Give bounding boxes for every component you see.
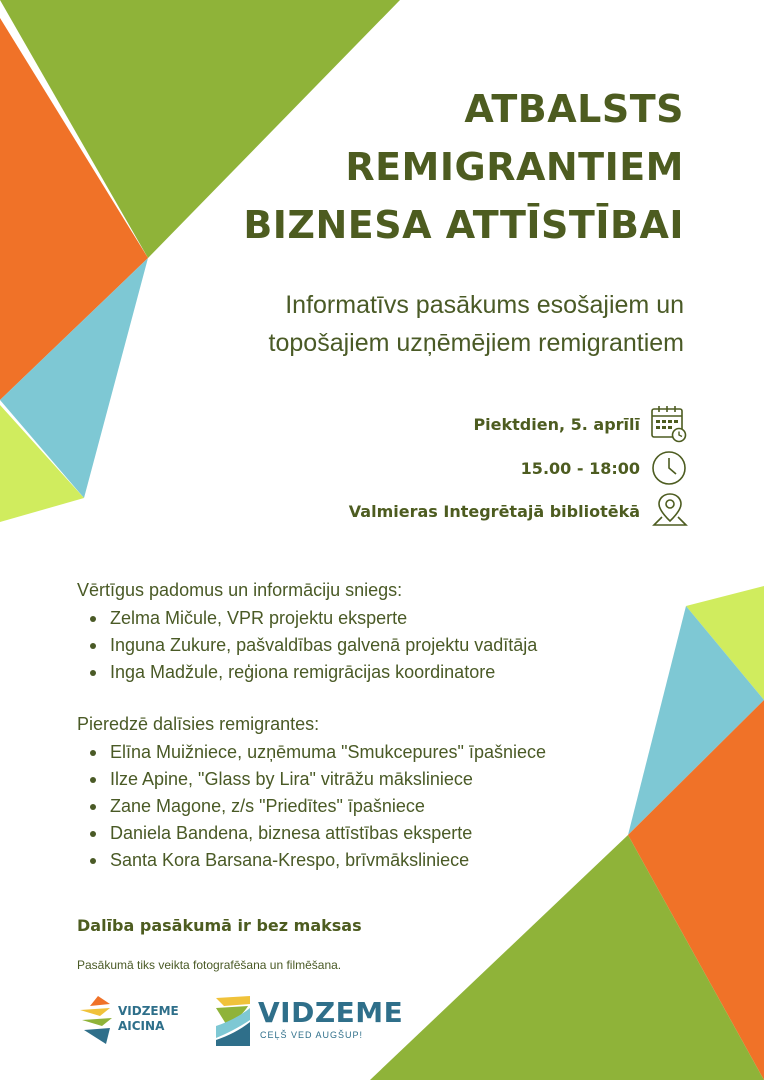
list-item: Zane Magone, z/s "Priedītes" īpašniece (90, 793, 546, 820)
vidzeme-brand-logo-icon (212, 994, 254, 1048)
list-item: Zelma Mičule, VPR projektu eksperte (90, 605, 537, 632)
vidzeme-brand-tagline: CEĻŠ VED AUGŠUP! (260, 1030, 364, 1040)
title-line: REMIGRANTIEM (345, 145, 684, 189)
event-location: Valmieras Integrētajā bibliotēkā (348, 502, 640, 521)
logo-text-line: VIDZEME (118, 1004, 179, 1018)
free-participation-note: Dalība pasākumā ir bez maksas (77, 916, 362, 935)
speakers-list (90, 739, 546, 874)
logo-text-line: AICINA (118, 1019, 165, 1033)
vidzeme-aicina-logo-text (118, 1004, 179, 1034)
event-title (243, 80, 684, 254)
subtitle-line: Informatīvs pasākums esošajiem un (285, 291, 684, 319)
photo-note: Pasākumā tiks veikta fotografēšana un filmēšana. (77, 958, 342, 972)
list-item: Santa Kora Barsana-Krespo, brīvmāksliniece (90, 847, 546, 874)
list-item: Inguna Zukure, pašvaldības galvenā projektu vadītāja (90, 632, 537, 659)
calendar-icon (650, 404, 688, 444)
title-line: BIZNESA ATTĪSTĪBAI (243, 203, 684, 247)
speakers-heading: Pieredzē dalīsies remigrantes: (77, 714, 320, 734)
title-line: ATBALSTS (464, 87, 684, 131)
advisors-heading: Vērtīgus padomus un informāciju sniegs: (77, 580, 403, 600)
clock-icon (650, 449, 688, 487)
advisors-list (90, 605, 537, 686)
subtitle-line: topošajiem uzņēmējiem remigrantiem (268, 329, 684, 357)
list-item: Daniela Bandena, biznesa attīstības eksperte (90, 820, 546, 847)
list-item: Inga Madžule, reģiona remigrācijas koordinatore (90, 659, 537, 686)
list-item: Elīna Muižniece, uzņēmuma "Smukcepures" īpašniece (90, 739, 546, 766)
vidzeme-aicina-logo-icon (76, 994, 116, 1046)
event-date: Piektdien, 5. aprīlī (473, 415, 640, 434)
location-pin-icon (650, 490, 690, 530)
vidzeme-brand-title: VIDZEME (258, 996, 404, 1029)
event-subtitle (269, 286, 684, 362)
event-time: 15.00 - 18:00 (520, 459, 640, 478)
list-item: Ilze Apine, "Glass by Lira" vitrāžu māksliniece (90, 766, 546, 793)
